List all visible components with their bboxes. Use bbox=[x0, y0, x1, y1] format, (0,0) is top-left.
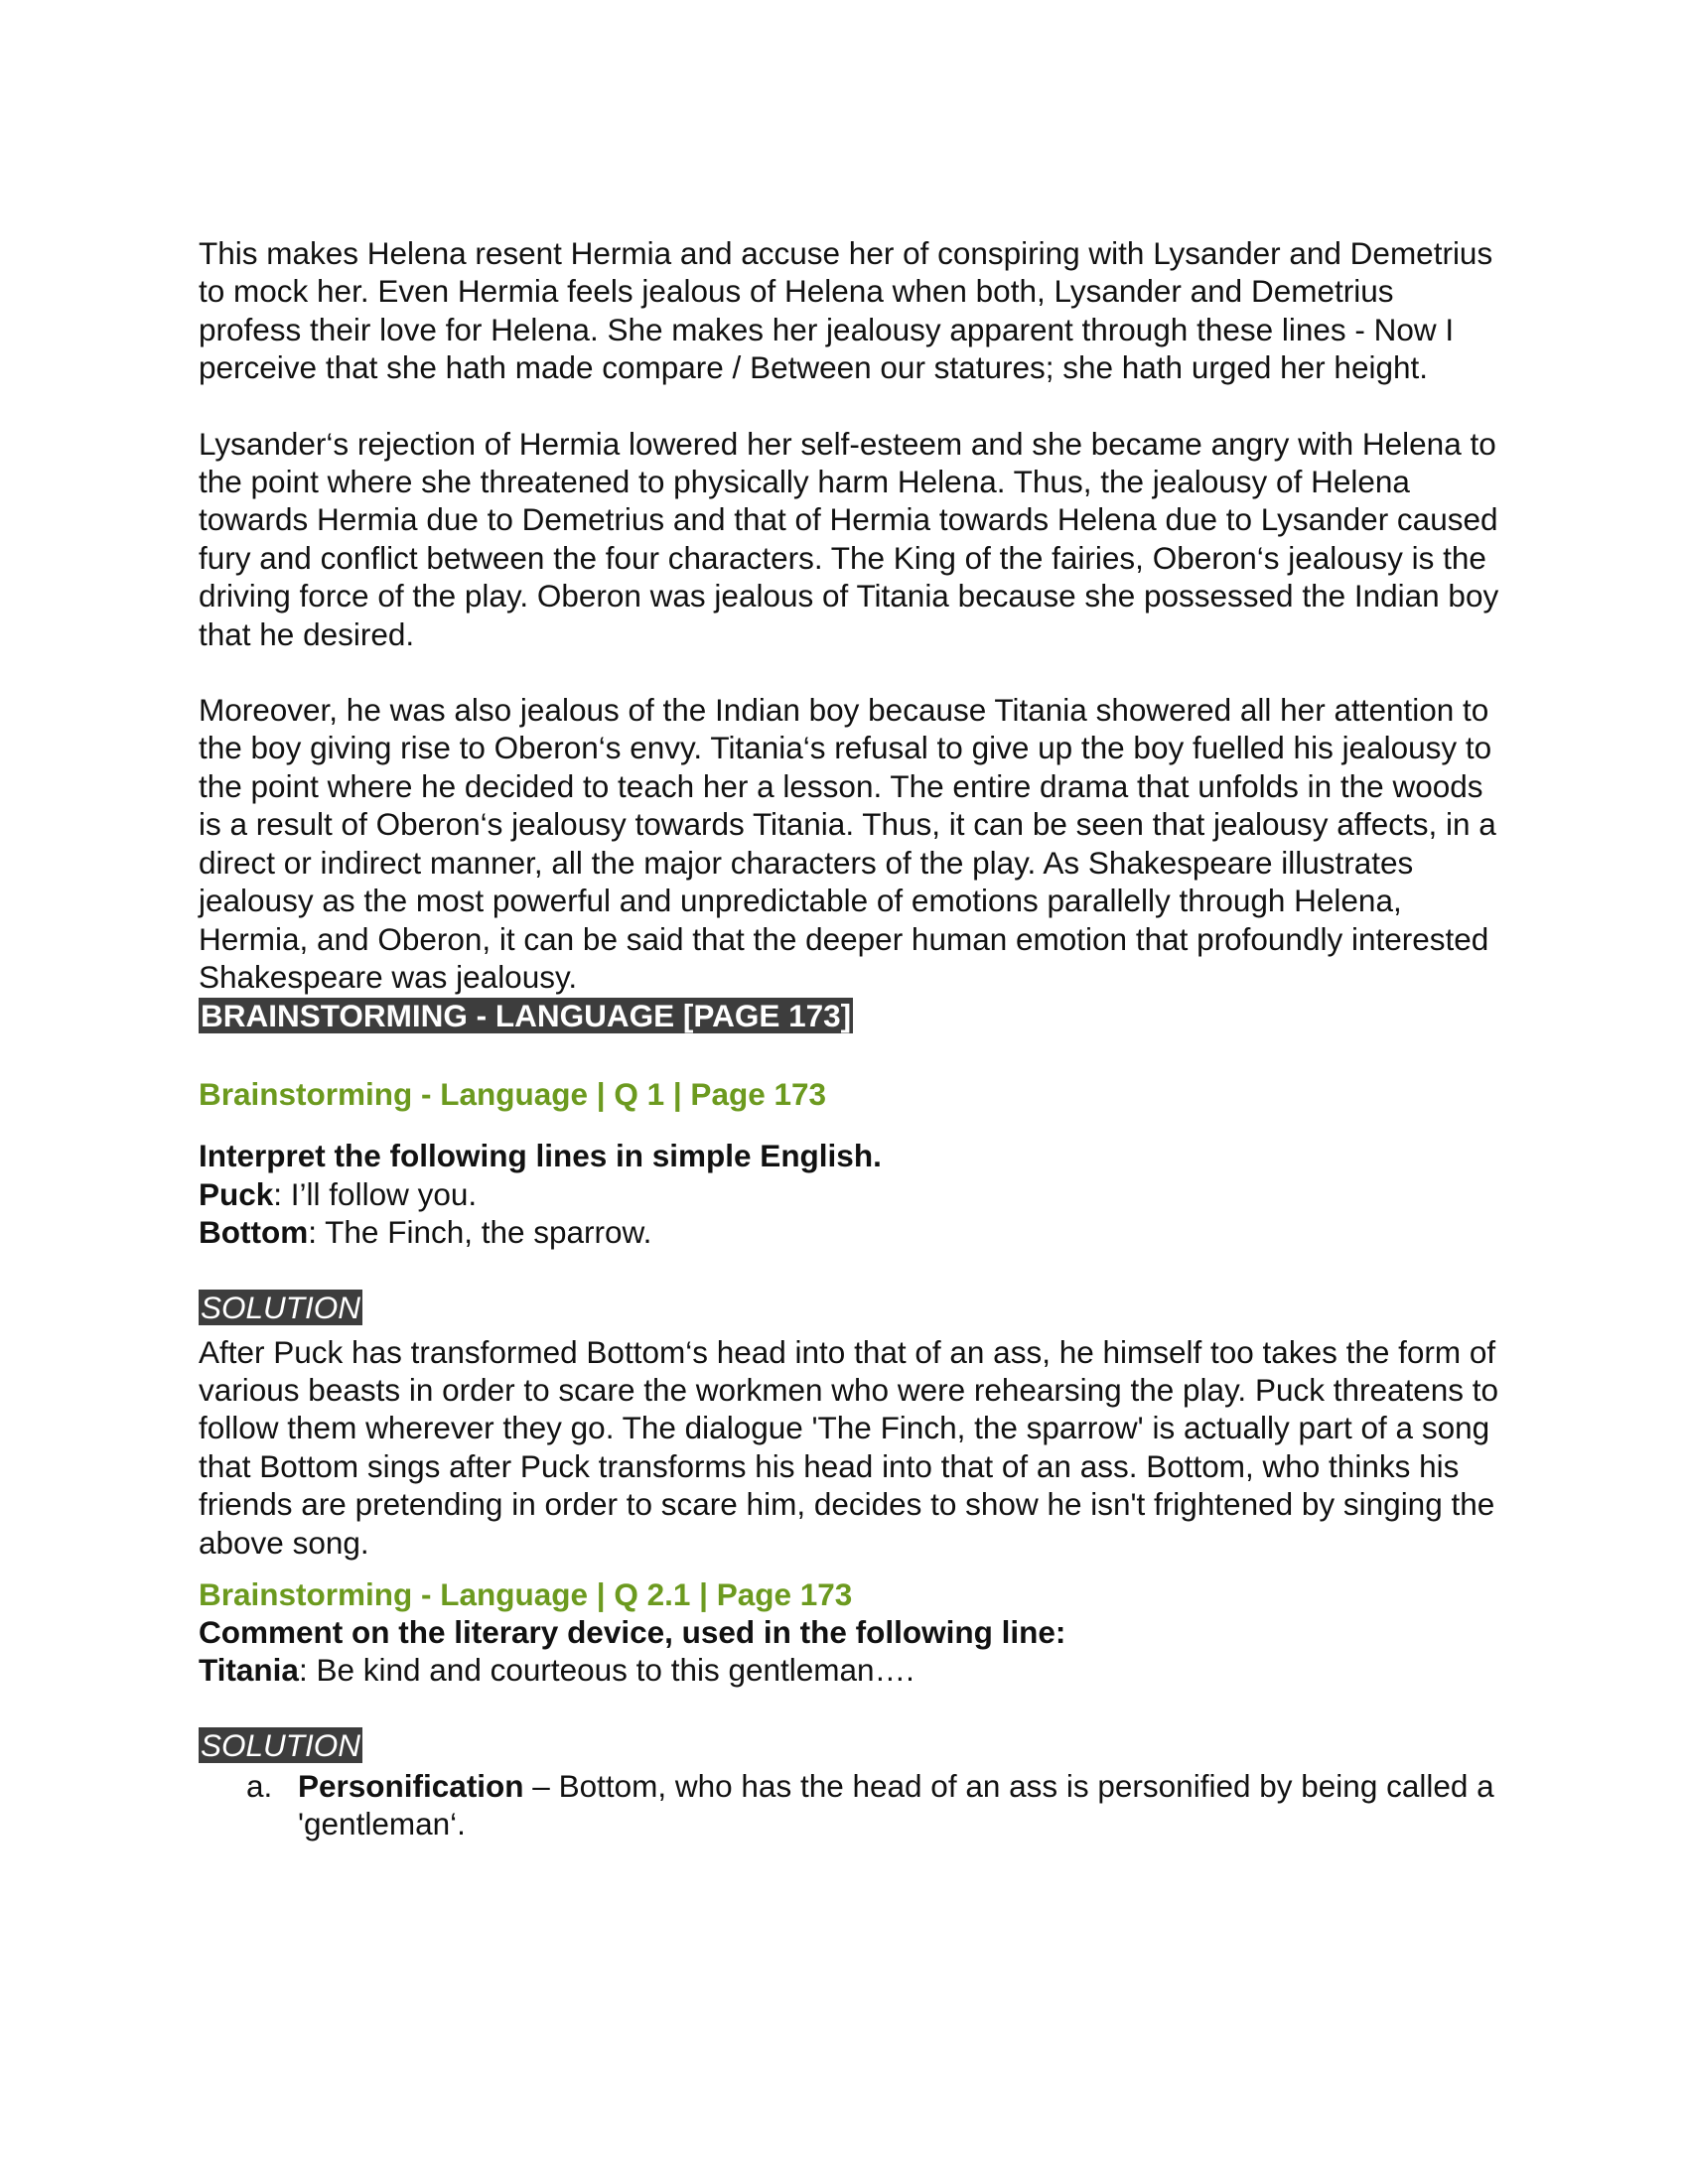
body-paragraph-1: This makes Helena resent Hermia and accuse her of conspiring with Lysander and Demetrius to mock her. Even Hermia feels jealous of Helena when both, Lysander and Demetrius profess their love for Helena. She makes her jealousy apparent through these lines - Now I perceive that she hath made compare / Between our statures; she hath urged her height. bbox=[199, 235, 1493, 386]
solution-label-1: SOLUTION bbox=[201, 1289, 361, 1325]
line-1-text: : I’ll follow you. bbox=[273, 1175, 478, 1212]
question-1-line-2 bbox=[199, 1213, 1499, 1251]
question-1 bbox=[199, 1075, 1499, 1562]
question-2-1-heading: Brainstorming - Language | Q 2.1 | Page 173 bbox=[199, 1575, 853, 1612]
answer-list bbox=[199, 1767, 1499, 1843]
solution-label-1-wrap bbox=[199, 1290, 1499, 1325]
speaker-titania: Titania bbox=[199, 1652, 299, 1689]
answer-text: – Bottom, who has the head of an ass is personified by being called a 'gentleman‘. bbox=[298, 1767, 1494, 1843]
answer-term: Personification bbox=[298, 1767, 524, 1804]
line-2-text: : The Finch, the sparrow. bbox=[308, 1214, 652, 1251]
question-1-heading: Brainstorming - Language | Q 1 | Page 173 bbox=[199, 1076, 827, 1113]
titania-line-text: : Be kind and courteous to this gentleman…. bbox=[298, 1652, 914, 1689]
body-paragraph-3: Moreover, he was also jealous of the Indian boy because Titania showered all her attention to the boy giving rise to Oberon‘s envy. Titania‘s refusal to give up the boy fuelled his jealousy to the point where he decided to teach her a lesson. The entire drama that unfolds in the woods is a result of Oberon‘s jealousy towards Titania. Thus, it can be seen that jealousy affects, in a direct or indirect manner, all the major characters of the play. As Shakespeare illustrates jealousy as the most powerful and unpredictable of emotions parallelly through Helena, Hermia, and Oberon, it can be said that the deeper human emotion that profoundly interested Shakespeare was jealousy. bbox=[199, 692, 1496, 995]
solution-label-2-wrap bbox=[199, 1727, 1499, 1763]
speaker-bottom: Bottom bbox=[199, 1214, 309, 1251]
question-1-line-1 bbox=[199, 1175, 1499, 1213]
section-band bbox=[199, 998, 1499, 1033]
question-2-1-line bbox=[199, 1651, 1499, 1689]
document-page bbox=[199, 234, 1499, 1843]
speaker-puck: Puck bbox=[199, 1175, 274, 1212]
question-2-1-prompt: Comment on the literary device, used in the following line: bbox=[199, 1613, 1066, 1650]
answer-item-a bbox=[199, 1767, 1499, 1843]
question-1-prompt: Interpret the following lines in simple English. bbox=[199, 1138, 882, 1174]
solution-label-2: SOLUTION bbox=[201, 1726, 361, 1763]
solution-1-text: After Puck has transformed Bottom‘s head into that of an ass, he himself too takes the form of various beasts in order to scare the workmen who were rehearsing the play. Puck threatens to follow them wherever they go. The dialogue 'The Finch, the sparrow' is actually part of a song that Bottom sings after Puck transforms his head into that of an ass. Bottom, who thinks his friends are pretending in order to scare him, decides to show he isn't frightened by singing the above song. bbox=[199, 1333, 1499, 1561]
answer-marker: a. bbox=[246, 1767, 273, 1804]
body-paragraph-2: Lysander‘s rejection of Hermia lowered her self-esteem and she became angry with Helena to the point where she threatened to physically harm Helena. Thus, the jealousy of Helena towards Hermia due to Demetrius and that of Hermia towards Helena due to Lysander caused fury and conflict between the four characters. The King of the fairies, Oberon‘s jealousy is the driving force of the play. Oberon was jealous of Titania because she possessed the Indian boy that he desired. bbox=[199, 425, 1499, 652]
section-band-label: BRAINSTORMING - LANGUAGE [PAGE 173] bbox=[201, 998, 852, 1034]
question-2-1 bbox=[199, 1575, 1499, 1843]
